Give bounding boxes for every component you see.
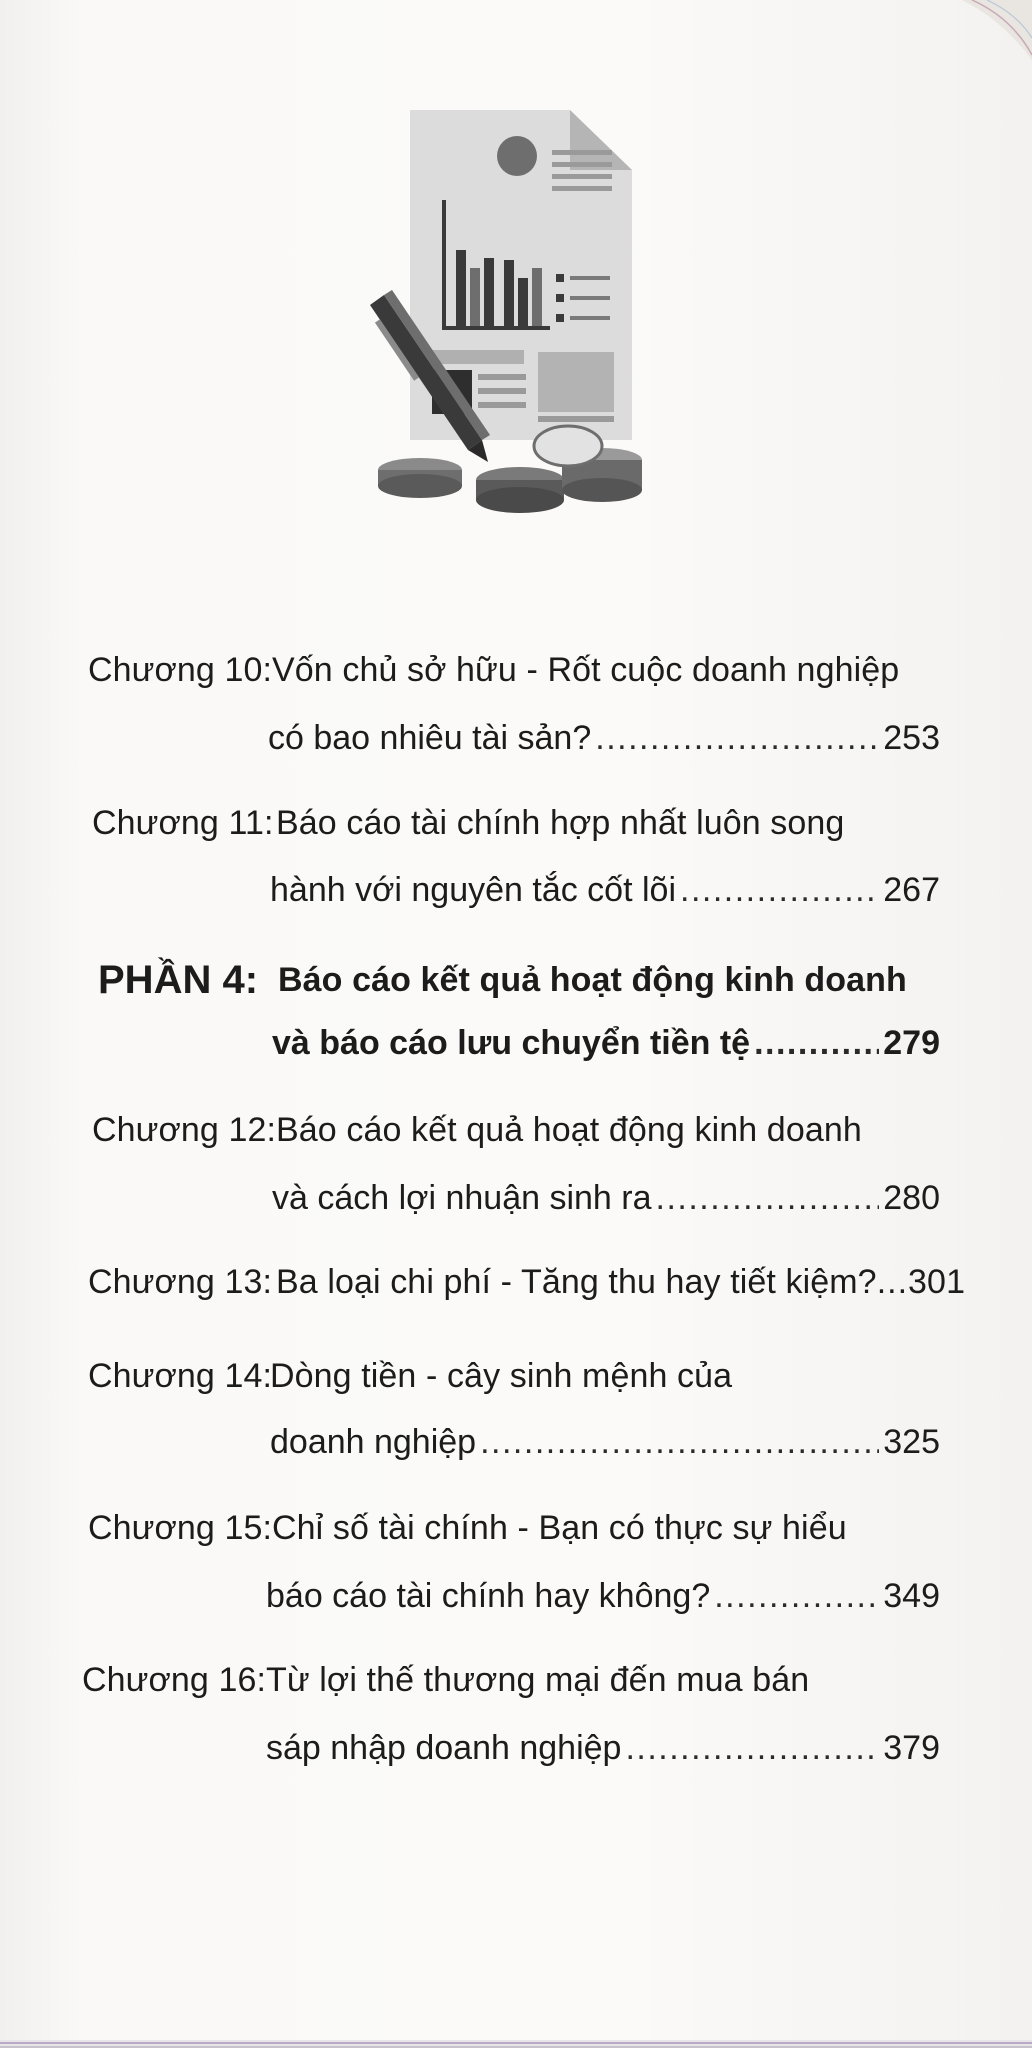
chapter-16-continuation [266,1728,940,1768]
page-bottom-edge [0,2028,1032,2048]
chapter-12-page: 280 [883,1179,940,1217]
leader-dots [625,1728,879,1768]
chapter-14-page: 325 [883,1423,940,1461]
chapter-14-continuation [270,1422,940,1462]
chapter-16-page: 379 [883,1729,940,1767]
chapter-10-label: Chương 10: [88,651,273,689]
chapter-11-title: Báo cáo tài chính hợp nhất luôn song [276,804,845,842]
chapter-16-title: Từ lợi thế thương mại đến mua bán [266,1661,810,1699]
leader-dots: ... [876,1263,909,1301]
page-curl-decoration [942,0,1032,80]
chapter-14-title-cont: doanh nghiệp [270,1423,477,1461]
chapter-10-page: 253 [883,719,940,757]
chapter-10-title-cont: có bao nhiêu tài sản? [268,719,592,757]
leader-dots [714,1576,879,1616]
part-4-label: PHẦN 4: [98,958,259,1002]
leader-dots [595,718,879,758]
part-4-title: Báo cáo kết quả hoạt động kinh doanh [278,961,907,999]
chapter-12-title: Báo cáo kết quả hoạt động kinh doanh [276,1111,862,1149]
chapter-13-title [276,1262,965,1302]
chapter-11-label: Chương 11: [92,804,274,842]
chapter-15-title-cont: báo cáo tài chính hay không? [266,1577,711,1615]
chapter-13-label: Chương 13: [88,1263,273,1301]
leader-dots [680,870,879,910]
part-4-page: 279 [883,1024,940,1062]
leader-dots [754,1023,879,1063]
chapter-12-title-cont: và cách lợi nhuận sinh ra [272,1179,652,1217]
chapter-11-title-cont: hành với nguyên tắc cốt lõi [270,871,676,909]
chapter-15-continuation [266,1576,940,1616]
chapter-15-label: Chương 15: [88,1509,273,1547]
chapter-16-title-cont: sáp nhập doanh nghiệp [266,1729,622,1767]
leader-dots [480,1422,879,1462]
chapter-14-title: Dòng tiền - cây sinh mệnh của [270,1357,733,1395]
chapter-16-label: Chương 16: [82,1661,267,1699]
chapter-15-title: Chỉ số tài chính - Bạn có thực sự hiểu [272,1509,847,1547]
part-4-title-cont: và báo cáo lưu chuyển tiền tệ [272,1024,751,1062]
chapter-13-page: 301 [908,1263,966,1301]
chapter-10-title: Vốn chủ sở hữu - Rốt cuộc doanh nghiệp [272,651,900,689]
chapter-13-title-text: Ba loại chi phí - Tăng thu hay tiết kiệm? [276,1263,877,1301]
chapter-12-label: Chương 12: [92,1111,277,1149]
part-4-continuation [272,1023,940,1063]
chapter-14-label: Chương 14: [88,1357,273,1395]
financial-report-icon [370,100,660,520]
leader-dots [656,1178,880,1218]
chapter-11-page: 267 [883,871,940,909]
chapter-10-continuation [268,718,940,758]
chapter-15-page: 349 [883,1577,940,1615]
chapter-12-continuation [272,1178,940,1218]
chapter-11-continuation [270,870,940,910]
